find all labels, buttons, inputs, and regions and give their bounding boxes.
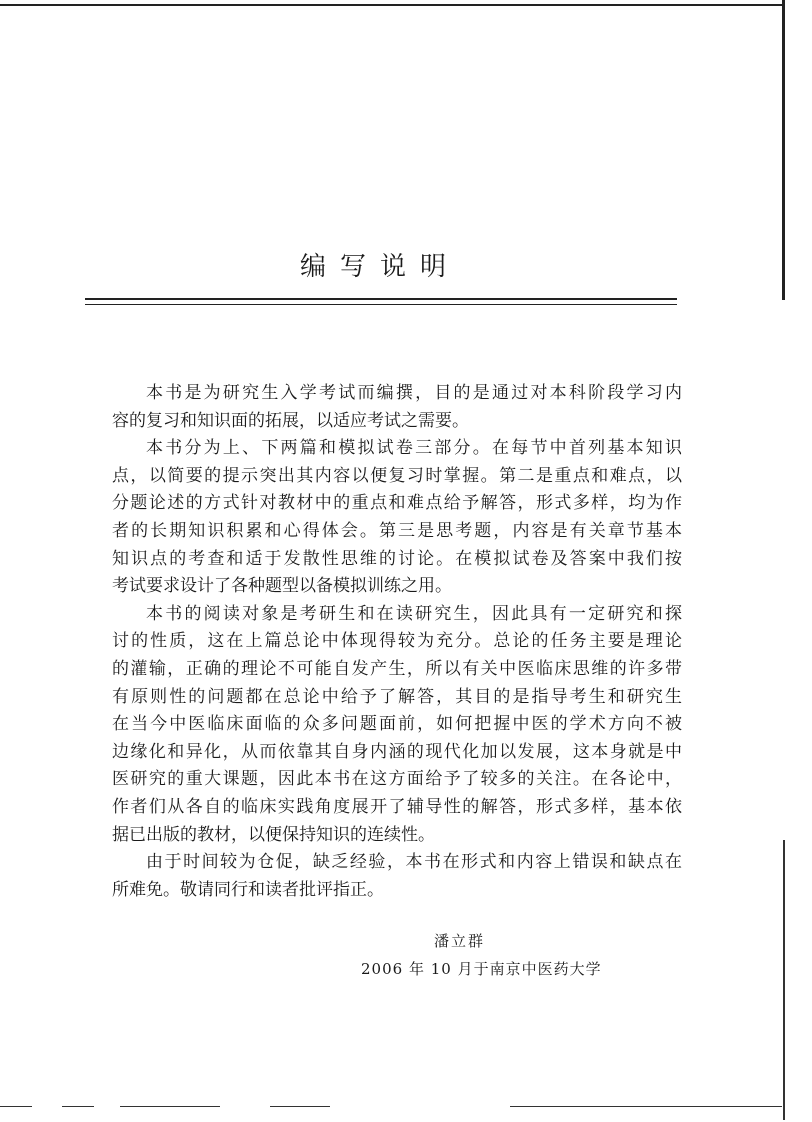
text-line: 本书分为上、下两篇和模拟试卷三部分。在每节中首列基本知识 <box>146 438 682 459</box>
scan-bottom-edge <box>62 1106 94 1107</box>
author-date: 2006 年 10 月于南京中医药大学 <box>361 960 602 978</box>
scan-right-edge <box>783 840 785 1120</box>
text-line: 讨的性质，这在上篇总论中体现得较为充分。总论的任务主要是理论 <box>112 631 682 652</box>
text-line: 知识点的考查和适于发散性思维的讨论。在模拟试卷及答案中我们按 <box>112 548 682 569</box>
text-line: 在当今中医临床面临的众多问题面前，如何把握中医的学术方向不被 <box>112 714 682 735</box>
text-line: 作者们从各自的临床实践角度展开了辅导性的解答，形式多样，基本依 <box>112 796 682 817</box>
text-line: 所难免。敬请同行和读者批评指正。 <box>112 879 384 900</box>
page-title: 编写说明 <box>299 252 460 282</box>
scan-bottom-edge <box>0 1106 32 1107</box>
scan-bottom-edge <box>510 1106 782 1107</box>
text-line: 有原则性的问题都在总论中给予了解答，其目的是指导考生和研究生 <box>112 686 682 707</box>
title-rule <box>85 298 677 300</box>
document-body <box>112 380 682 904</box>
paragraph <box>112 380 682 435</box>
text-line: 容的复习和知识面的拓展，以适应考试之需要。 <box>112 410 469 431</box>
author-name: 潘立群 <box>434 932 486 950</box>
text-line: 点，以简要的提示突出其内容以便复习时掌握。第二是重点和难点，以 <box>112 465 682 486</box>
paragraph <box>112 435 682 601</box>
text-line: 的灌输，正确的理论不可能自发产生，所以有关中医临床思维的许多带 <box>112 658 682 679</box>
scan-top-edge <box>0 4 782 6</box>
text-line: 者的长期知识积累和心得体会。第三是思考题，内容是有关章节基本 <box>112 520 682 541</box>
scan-bottom-edge <box>120 1106 220 1107</box>
text-line: 医研究的重大课题，因此本书在这方面给予了较多的关注。在各论中， <box>112 769 682 790</box>
text-line: 由于时间较为仓促，缺乏经验，本书在形式和内容上错误和缺点在 <box>146 852 682 873</box>
scan-bottom-edge <box>270 1106 330 1107</box>
text-line: 分题论述的方式针对教材中的重点和难点给予解答，形式多样，均为作 <box>112 493 682 514</box>
text-line: 本书是为研究生入学考试而编撰，目的是通过对本科阶段学习内 <box>146 383 682 403</box>
text-line: 据已出版的教材，以便保持知识的连续性。 <box>112 824 435 845</box>
scan-right-edge <box>782 0 785 300</box>
text-line: 边缘化和异化，从而依靠其自身内涵的现代化加以发展，这本身就是中 <box>112 741 682 762</box>
paragraph <box>112 601 682 849</box>
paragraph <box>112 849 682 904</box>
title-rule <box>85 304 677 305</box>
text-line: 本书的阅读对象是考研生和在读研究生，因此具有一定研究和探 <box>146 603 682 624</box>
text-line: 考试要求设计了各种题型以备模拟训练之用。 <box>112 576 452 597</box>
